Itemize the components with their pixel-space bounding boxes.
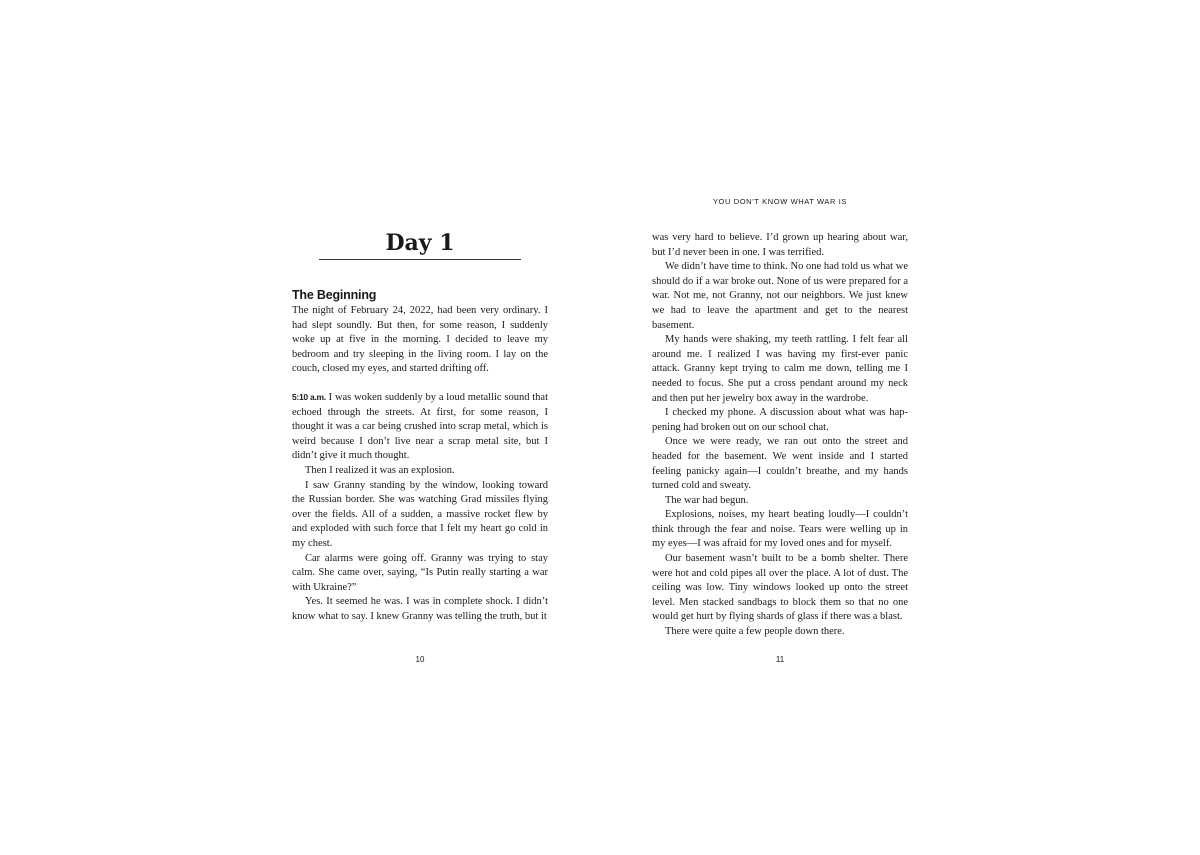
body-paragraph: The war had begun. <box>665 494 749 506</box>
timestamp-label: 5:10 a.m. <box>292 392 326 402</box>
chapter-title: Day 1 <box>385 230 455 256</box>
chapter-title-rule <box>319 259 521 260</box>
body-paragraph: I saw Granny standing by the window, looking toward the Russian border. She was watching Grad missiles flying over the fields. All of a sudden, a massive rocket flew by and exploded with such force that I felt my heart go cold in my chest. <box>292 479 548 549</box>
right-body-text <box>652 231 908 640</box>
left-body-text <box>292 390 548 625</box>
body-paragraph: I checked my phone. A discussion about what was happening had broken out on our school chat. <box>652 407 908 433</box>
body-paragraph: There were quite a few people down there. <box>665 626 845 638</box>
timestamp-paragraph <box>292 390 548 464</box>
page-number: 11 <box>775 655 785 664</box>
body-paragraph: My hands were shaking, my teeth rattling. I felt fear all around me. I realized I was having my first-ever panic attack. Granny kept trying to calm me down, telling me I needed to focus. She put a cross pendant around my neck and then put her jewelry box away in the wardrobe. <box>652 334 908 404</box>
intro-paragraph: The night of February 24, 2022, had been very ordinary. I had slept soundly. But then, for some reason, I suddenly woke up at five in the morning. I decided to leave my bedroom and try sleeping in the living room. I lay on the couch, closed my eyes, and started drifting off. <box>292 305 548 375</box>
body-paragraph: We didn’t have time to think. No one had told us what we should do if a war broke out. None of us were prepared for a war. Not me, not Granny, not our neighbors. We just knew we had to leave the apartment and get to the nearest basement. <box>652 261 908 331</box>
body-paragraph: Explosions, noises, my heart beating loudly—I couldn’t think through the fear and noise. Tears were welling up in my eyes—I was afraid for my loved ones and for myself. <box>652 509 908 550</box>
body-paragraph: Our basement wasn’t built to be a bomb shelter. There were hot and cold pipes all over the place. A lot of dust. The ceiling was low. Tiny windows looked up onto the street level. Men stacked sandbags to block them so that no one would get hurt by flying shards of glass if there was a blast. <box>652 553 908 623</box>
timestamp-paragraph-text: I was woken suddenly by a loud metallic sound that echoed through the streets. At first, for some reason, I thought it was a car being crushed into scrap metal, which is weird because I don’t live near a scrap metal site, but I didn’t give it much thought. <box>292 392 548 462</box>
body-paragraph: Then I realized it was an explosion. <box>305 464 455 476</box>
running-head: YOU DON’T KNOW WHAT WAR IS <box>712 197 848 206</box>
intro-text-block <box>292 304 548 377</box>
body-paragraph: Once we were ready, we ran out onto the street and headed for the basement. We went inside and I started feeling panicky again—I couldn’t breathe, and my hands turned cold and sweaty. <box>652 436 908 492</box>
body-paragraph: Yes. It seemed he was. I was in complete shock. I didn’t know what to say. I knew Granny was telling the truth, but it <box>292 596 548 622</box>
page-number: 10 <box>415 655 425 664</box>
continuation-paragraph: was very hard to believe. I’d grown up hearing about war, but I’d never been in one. I was terrified. <box>652 232 908 258</box>
section-heading: The Beginning <box>292 288 377 302</box>
body-paragraph: Car alarms were going off. Granny was trying to stay calm. She came over, saying, “Is Putin really starting a war with Ukraine?” <box>292 552 548 593</box>
